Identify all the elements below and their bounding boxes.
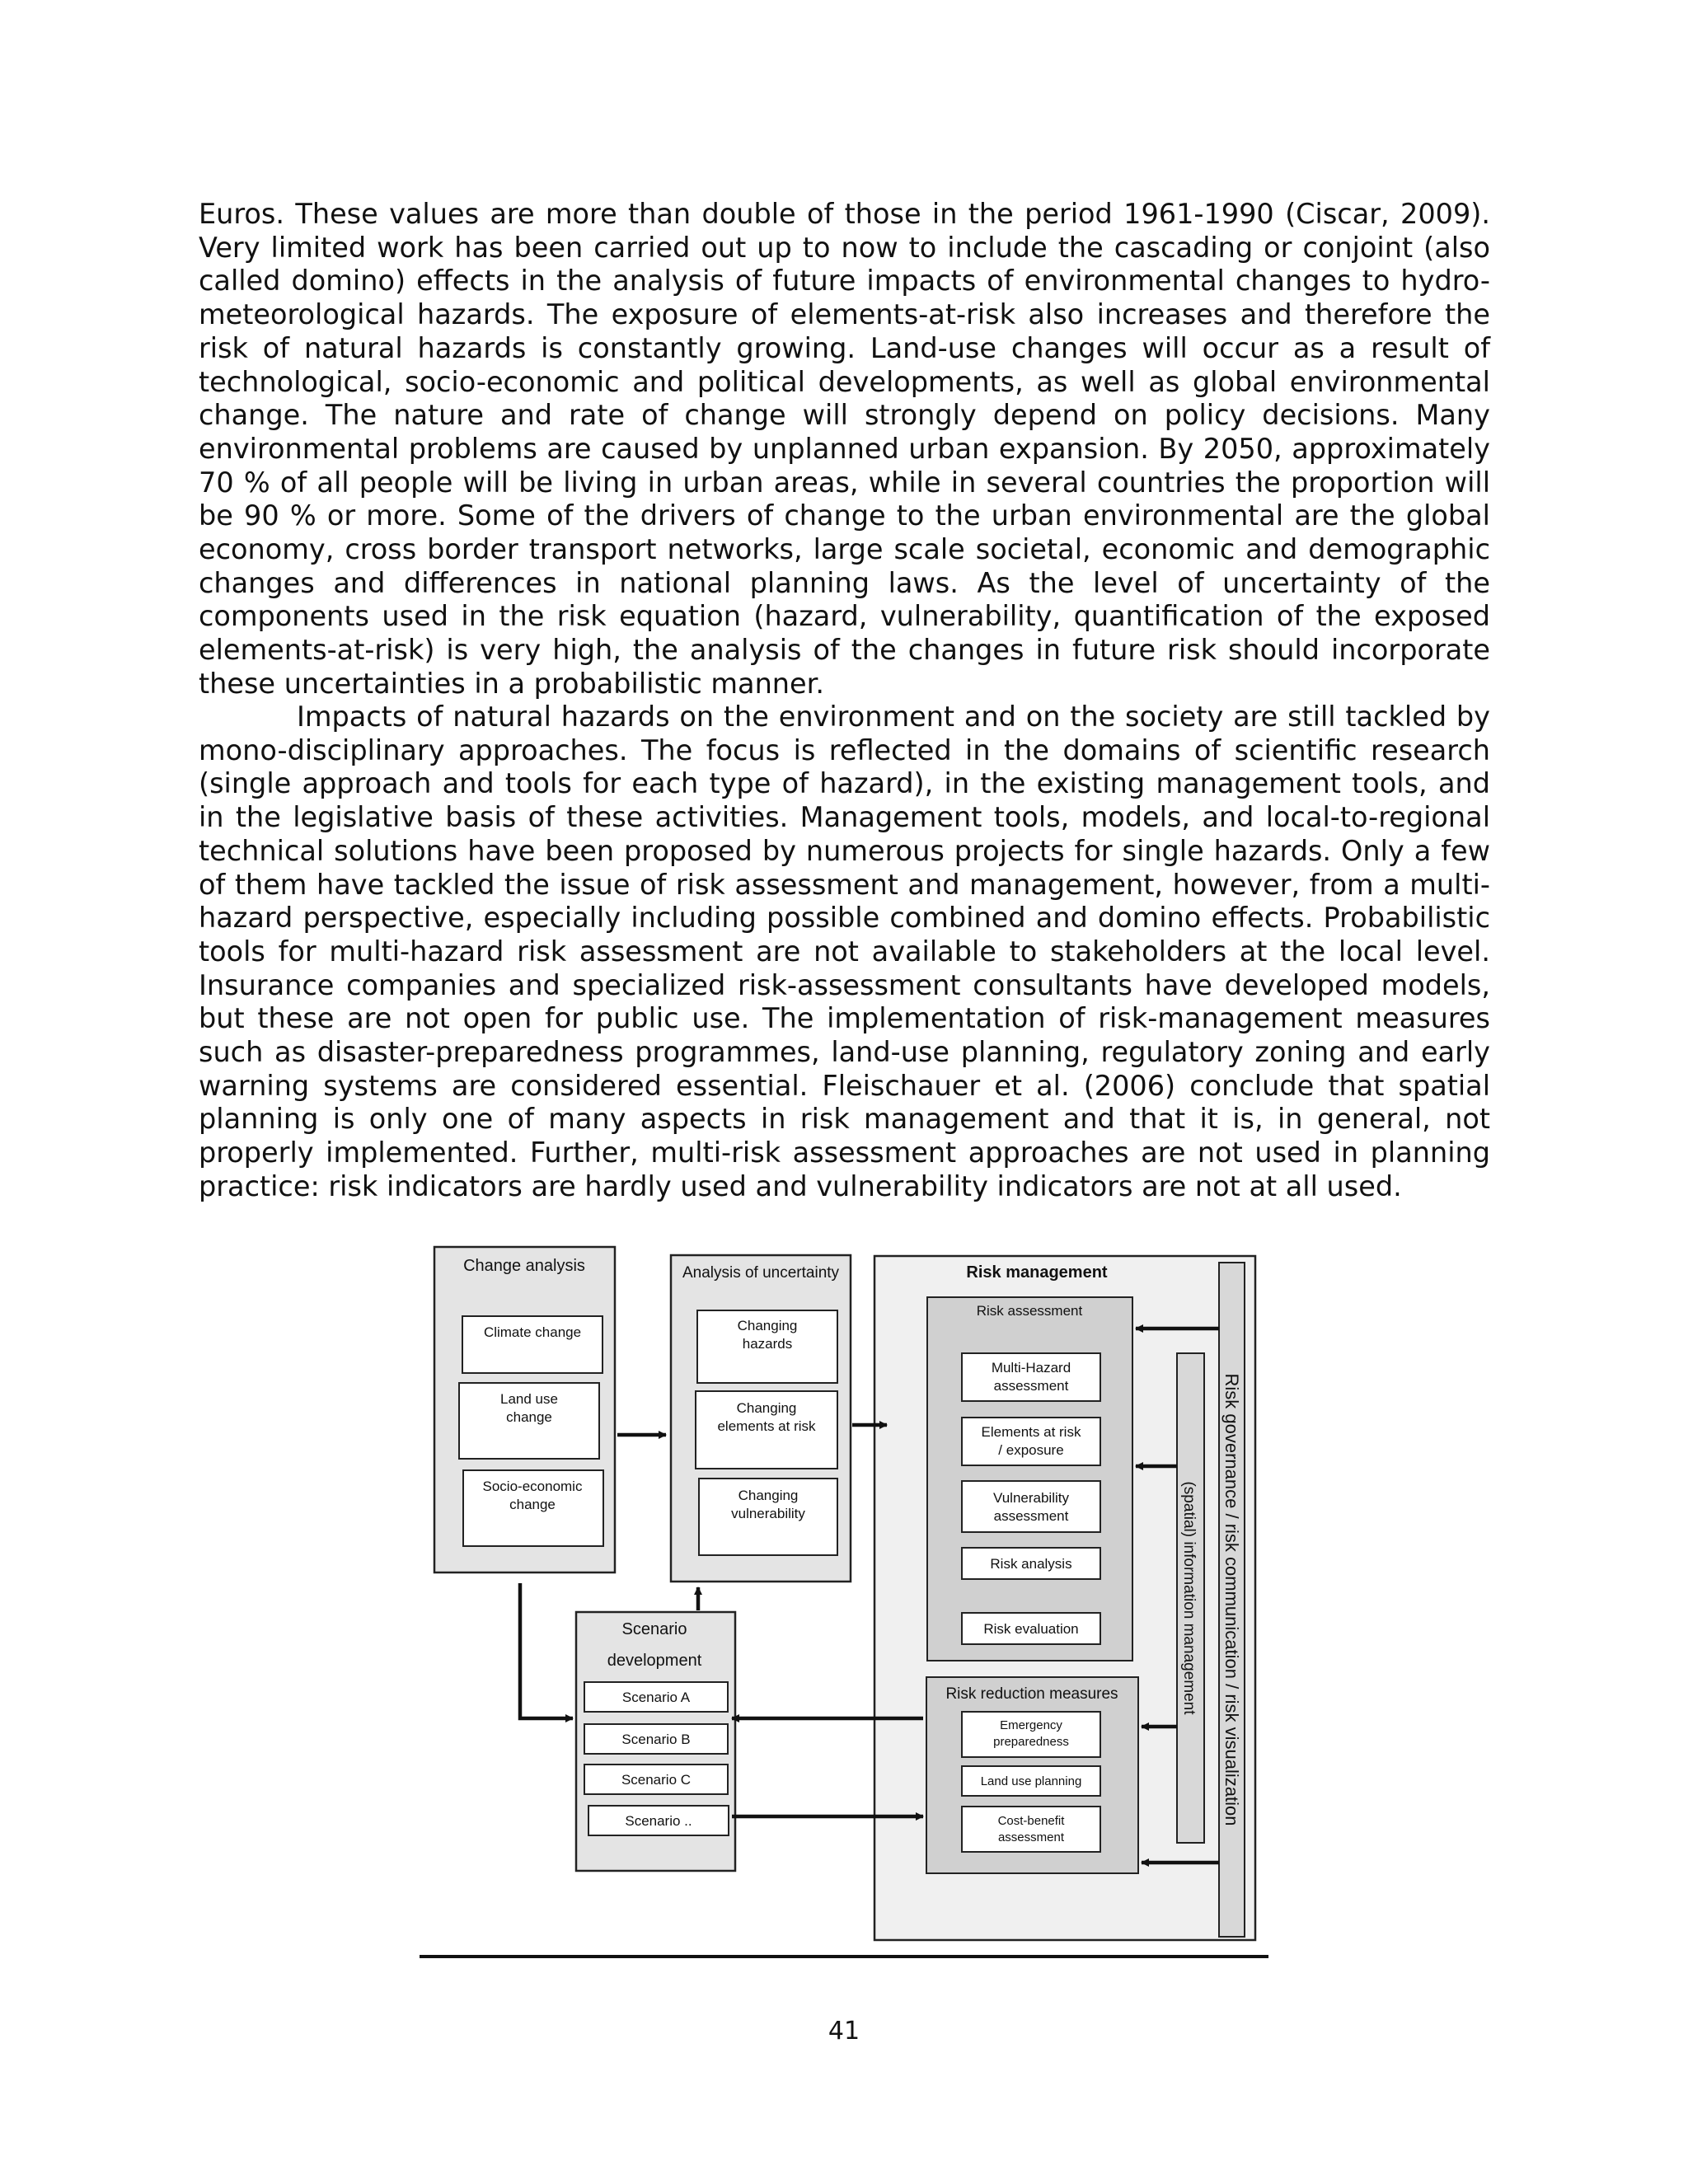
changing-hazards-label: Changing	[737, 1318, 798, 1333]
changing-elements-label: elements at risk	[717, 1418, 816, 1434]
information-management-label: (spatial) information management	[1180, 1481, 1198, 1715]
scenario-etc-label: Scenario ..	[625, 1813, 692, 1829]
vulnerability-assessment-label: Vulnerability	[993, 1490, 1069, 1506]
emergency-preparedness-label: preparedness	[993, 1735, 1069, 1749]
body-paragraph-1: Euros. These values are more than double of those in the period 1961-1990 (Ciscar, 2009). Very limited work has been carried out up to now to include the cascading or conjoint (also called domino) effects in the analysis of future impacts of environmental changes to hydro-meteorological hazards. The exposure of elements-at-risk also increases and therefore the risk of natural hazards is constantly growing. Land-use changes will occur as a result of technological, socio-economic and political developments, as well as global environmental change. The nature and rate of change will strongly depend on policy decisions. Many environmental problems are caused by unplanned urban expansion. By 2050, approximately 70 % of all people will be living in urban areas, while in several countries the proportion will be 90 % or more. Some of the drivers of change to the urban environmental are the global economy, cross border transport networks, large scale societal, economic and demographic changes and differences in national planning laws. As the level of uncertainty of the components used in the risk equation (hazard, vulnerability, quantification of the exposed elements-at-risk) is very high, the analysis of the changes in future risk should incorporate these uncertainties in a probabilistic manner.	[199, 198, 1490, 700]
vulnerability-assessment-box	[962, 1481, 1100, 1532]
multi-hazard-label: Multi-Hazard	[991, 1360, 1071, 1376]
risk-analysis-label: Risk analysis	[990, 1556, 1072, 1572]
cost-benefit-label: Cost-benefit	[997, 1814, 1065, 1828]
risk-governance-label: Risk governance / risk communication / risk visualization	[1221, 1373, 1242, 1826]
changing-vulnerability-label: vulnerability	[731, 1506, 805, 1521]
body-paragraph-2: Impacts of natural hazards on the environment and on the society are still tackled by mono-disciplinary approaches. The focus is reflected in the domains of scientific research (single approach and tools for each type of hazard), in the existing management tools, and in the legislative basis of these activities. Management tools, models, and local-to-regional technical solutions have been proposed by numerous projects for single hazards. Only a few of them have tackled the issue of risk assessment and management, however, from a multi-hazard perspective, especially including possible combined and domino effects. Probabilistic tools for multi-hazard risk assessment are not available to stakeholders at the local level. Insurance companies and specialized risk-assessment consultants have developed models, but these are not open for public use. The implementation of risk-management measures such as disaster-preparedness programmes, land-use planning, regulatory zoning and early warning systems are considered essential. Fleischauer et al. (2006) conclude that spatial planning is only one of many aspects in risk management and that it is, in general, not properly implemented. Further, multi-risk assessment approaches are not used in planning practice: risk indicators are hardly used and vulnerability indicators are not at all used.	[199, 701, 1490, 1202]
elements-at-risk-label: Elements at risk	[981, 1424, 1081, 1440]
scenario-b-label: Scenario B	[621, 1732, 691, 1747]
elements-at-risk-label: / exposure	[998, 1442, 1064, 1458]
uncertainty-title: Analysis of uncertainty	[682, 1264, 840, 1282]
risk-reduction-title: Risk reduction measures	[945, 1685, 1118, 1703]
land-use-change-label: change	[506, 1409, 552, 1425]
scenario-development-title: development	[607, 1652, 702, 1670]
emergency-preparedness-label: Emergency	[1000, 1718, 1062, 1732]
scenario-a-label: Scenario A	[621, 1690, 691, 1705]
risk-assessment-title: Risk assessment	[976, 1303, 1083, 1319]
multi-hazard-label: assessment	[993, 1378, 1069, 1394]
vulnerability-assessment-label: assessment	[993, 1508, 1069, 1524]
socio-economic-change-label: Socio-economic	[482, 1479, 583, 1494]
cost-benefit-label: assessment	[997, 1830, 1065, 1844]
climate-change-label: Climate change	[483, 1324, 582, 1340]
changing-elements-label: Changing	[736, 1400, 797, 1416]
land-use-planning-label: Land use planning	[980, 1774, 1082, 1788]
socio-economic-change-label: change	[509, 1497, 556, 1512]
risk-evaluation-label: Risk evaluation	[983, 1621, 1079, 1637]
land-use-change-label: Land use	[500, 1391, 558, 1407]
scenario-c-label: Scenario C	[621, 1772, 692, 1788]
arrow-change-to-scenario	[520, 1583, 573, 1718]
changing-vulnerability-label: Changing	[738, 1488, 799, 1503]
risk-management-title: Risk management	[966, 1263, 1108, 1282]
change-analysis-title: Change analysis	[463, 1257, 585, 1275]
scenario-development-title: Scenario	[621, 1620, 687, 1638]
risk-assessment-box	[927, 1297, 1132, 1661]
changing-hazards-label: hazards	[742, 1336, 793, 1352]
page-number: 41	[828, 2017, 860, 2046]
